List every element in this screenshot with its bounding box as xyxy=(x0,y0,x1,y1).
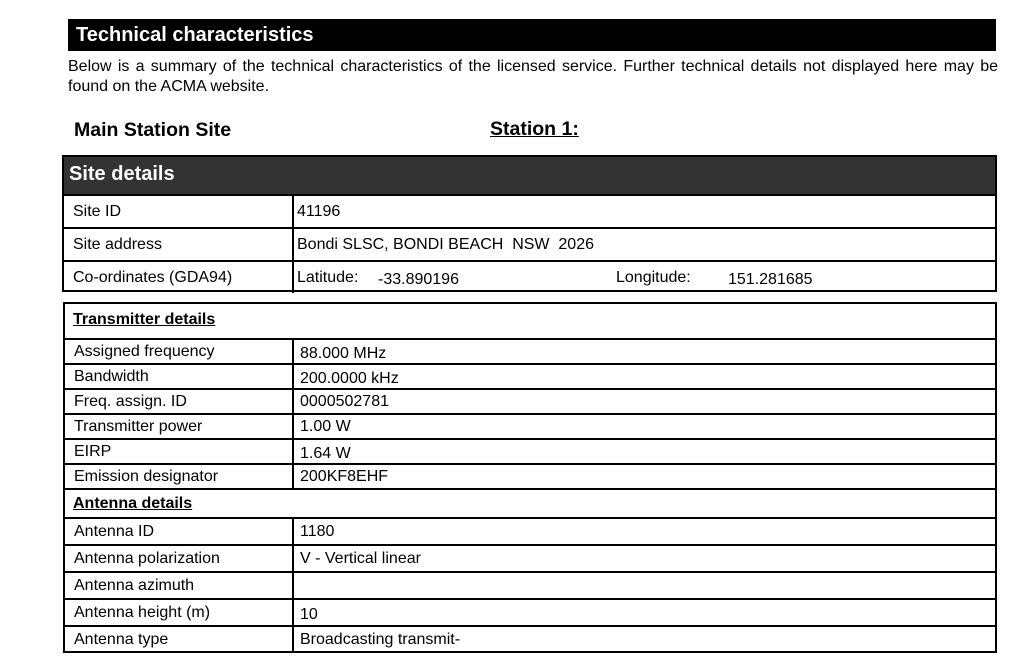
row-label: Antenna polarization xyxy=(74,550,220,567)
longitude-value: 151.281685 xyxy=(728,271,813,288)
column-divider xyxy=(292,415,294,438)
row-label: Assigned frequency xyxy=(74,343,215,360)
column-divider xyxy=(292,465,294,488)
site-id-value: 41196 xyxy=(297,203,341,220)
column-divider xyxy=(292,627,294,652)
main-station-site-heading: Main Station Site xyxy=(74,119,232,141)
column-divider xyxy=(292,390,294,413)
coordinates-label: Co-ordinates (GDA94) xyxy=(73,269,233,286)
row-label: EIRP xyxy=(74,443,112,460)
row-value: 88.000 MHz xyxy=(300,345,387,362)
longitude-label: Longitude: xyxy=(616,269,691,286)
row-label: Antenna height (m) xyxy=(74,604,211,621)
row-label: Antenna ID xyxy=(74,523,155,540)
row-value: 10 xyxy=(300,606,318,623)
table-row xyxy=(65,388,995,413)
site-address-value: Bondi SLSC, BONDI BEACH NSW 2026 xyxy=(297,236,594,253)
column-divider xyxy=(292,546,294,571)
row-value: 200.0000 kHz xyxy=(300,370,399,387)
column-divider xyxy=(292,573,294,598)
site-address-label: Site address xyxy=(73,236,162,253)
row-label: Bandwidth xyxy=(74,368,149,385)
table-row xyxy=(65,463,995,488)
table-row xyxy=(65,438,995,463)
column-divider xyxy=(292,600,294,625)
row-label: Antenna azimuth xyxy=(74,577,195,594)
row-value: 1.64 W xyxy=(300,445,351,462)
row-value: 1.00 W xyxy=(300,418,351,435)
table-row xyxy=(65,544,995,571)
intro-paragraph: Below is a summary of the technical characteristics of the licensed service. Further technical details not displayed here may be found on the ACMA website. xyxy=(68,58,998,95)
transmitter-antenna-table xyxy=(63,302,997,653)
site-details-table xyxy=(62,155,997,292)
column-divider xyxy=(292,229,294,260)
site-address-row xyxy=(64,227,995,260)
column-divider xyxy=(292,365,294,388)
site-id-label: Site ID xyxy=(73,203,122,220)
row-value: 200KF8EHF xyxy=(300,468,389,485)
row-value: 0000502781 xyxy=(300,393,389,410)
table-row xyxy=(65,571,995,598)
row-label: Emission designator xyxy=(74,468,219,485)
latitude-label: Latitude: xyxy=(297,269,359,286)
row-value: 1180 xyxy=(300,523,335,540)
section-title-banner: Technical characteristics xyxy=(68,19,996,51)
row-label: Antenna type xyxy=(74,631,169,648)
table-row xyxy=(65,598,995,625)
table-row xyxy=(65,625,995,652)
table-row xyxy=(65,413,995,438)
row-value: V - Vertical linear xyxy=(300,550,421,567)
table-row xyxy=(65,338,995,363)
table-row xyxy=(65,363,995,388)
column-divider xyxy=(292,262,294,293)
column-divider xyxy=(292,519,294,544)
table-row xyxy=(65,517,995,544)
column-divider xyxy=(292,440,294,463)
site-details-header: Site details xyxy=(64,157,995,194)
transmitter-details-header: Transmitter details xyxy=(73,311,216,328)
row-value: Broadcasting transmit- xyxy=(300,631,461,648)
coordinates-row xyxy=(64,260,995,293)
row-label: Transmitter power xyxy=(74,418,203,435)
antenna-details-header: Antenna details xyxy=(65,488,995,517)
row-label: Freq. assign. ID xyxy=(74,393,187,410)
latitude-value: -33.890196 xyxy=(378,271,459,288)
station-label: Station 1: xyxy=(490,118,579,140)
site-id-row xyxy=(64,194,995,227)
column-divider xyxy=(292,196,294,227)
column-divider xyxy=(292,340,294,363)
